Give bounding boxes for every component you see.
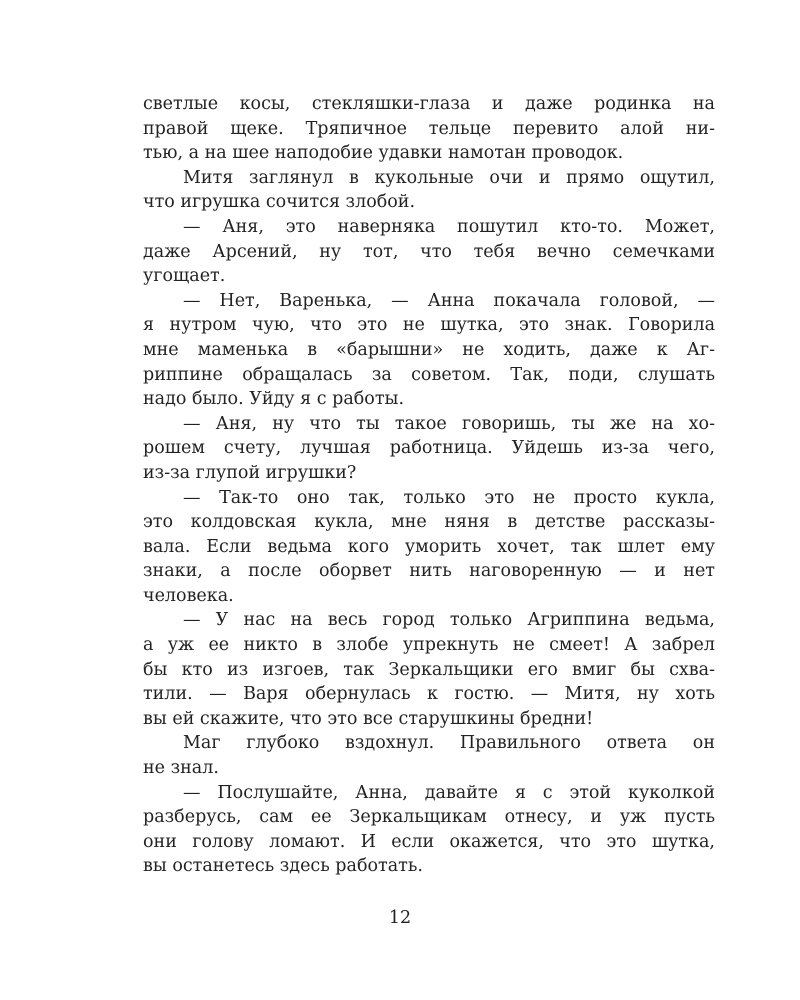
text-line: надо было. Уйду я с работы.	[143, 389, 405, 410]
text-line: даже Арсений, ну тот, что тебя вечно семечками	[143, 241, 715, 262]
text-line: вы ей скажите, что это все старушкины бредни!	[143, 708, 594, 729]
text-line: — Послушайте, Анна, давайте я с этой куколкой	[183, 782, 715, 803]
text-line: Митя заглянул в кукольные очи и прямо ощутил,	[183, 167, 715, 188]
text-line: — Аня, это наверняка пошутил кто-то. Может,	[183, 216, 715, 237]
text-line: угощает.	[143, 266, 226, 287]
text-line: что игрушка сочится злобой.	[143, 192, 416, 213]
text-line: — Аня, ну что ты такое говоришь, ты же на хо-	[183, 413, 715, 434]
text-line: я нутром чую, что это не шутка, это знак. Говорила	[143, 315, 715, 336]
text-line: знаки, а после оборвет нить наговоренную — и нет	[143, 561, 715, 582]
text-line: рошем счету, лучшая работница. Уйдешь из-за чего,	[143, 438, 715, 459]
text-line: мне маменька в «барышни» не ходить, даже к Аг-	[143, 339, 715, 360]
text-line: риппине обращалась за советом. Так, поди, слушать	[143, 364, 715, 385]
text-line: вала. Если ведьма кого уморить хочет, так шлет ему	[143, 536, 715, 557]
text-line: — Так-то оно так, только это не просто кукла,	[183, 487, 715, 508]
body-text	[143, 92, 715, 879]
text-line: человека.	[143, 585, 234, 606]
text-line: тили. — Варя обернулась к гостю. — Митя, ну хоть	[143, 684, 715, 705]
text-line: светлые косы, стекляшки-глаза и даже родинка на	[143, 94, 715, 114]
text-line: не знал.	[143, 758, 219, 779]
text-line: это колдовская кукла, мне няня в детстве рассказы-	[143, 512, 715, 533]
text-line: а уж ее никто в злобе упрекнуть не смеет! А забрел	[143, 635, 715, 656]
page-number: 12	[388, 908, 412, 928]
text-line: разберусь, сам ее Зеркальщикам отнесу, и уж пусть	[143, 807, 715, 828]
text-line: тью, а на шее наподобие удавки намотан проводок.	[143, 143, 624, 164]
text-line: бы кто из изгоев, так Зеркальщики его вмиг бы схва-	[143, 659, 715, 680]
text-line: из-за глупой игрушки?	[143, 462, 357, 483]
text-line: — Нет, Варенька, — Анна покачала головой, —	[183, 290, 715, 311]
text-line: Маг глубоко вздохнул. Правильного ответа он	[183, 733, 715, 754]
text-line: они голову ломают. И если окажется, что это шутка,	[143, 831, 715, 852]
text-line: — У нас на весь город только Агриппина ведьма,	[183, 610, 715, 631]
text-line: вы останетесь здесь работать.	[143, 856, 423, 877]
text-line: правой щеке. Тряпичное тельце перевито алой ни-	[143, 118, 715, 139]
